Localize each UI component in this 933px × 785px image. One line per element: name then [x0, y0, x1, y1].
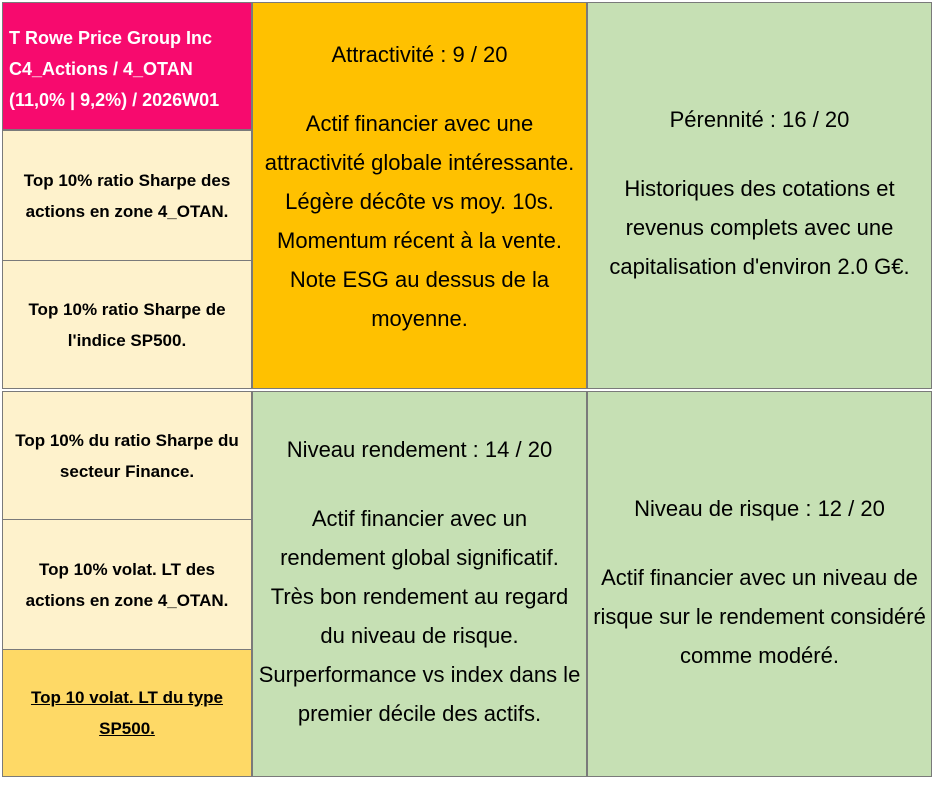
criterion-volat-zone — [2, 519, 252, 650]
attractivite-panel — [252, 2, 587, 389]
perennite-score: Pérennité : 16 / 20 — [669, 107, 850, 132]
criterion-sharpe-index — [2, 260, 252, 389]
attractivite-description: Actif financier avec une attractivité globale intéressante. Légère décôte vs moy. 10s. Momentum récent à la vente. Note ESG au dessus de la moyenne. — [264, 110, 575, 331]
rendement-panel — [252, 391, 587, 777]
risque-panel — [587, 391, 932, 777]
asset-category: C4_Actions / 4_OTAN — [9, 59, 193, 79]
asset-header — [2, 2, 252, 130]
criterion-text: Top 10% volat. LT des actions en zone 4_OTAN. — [25, 559, 229, 610]
risque-score: Niveau de risque : 12 / 20 — [634, 495, 885, 521]
criterion-text: Top 10% ratio Sharpe de l'indice SP500. — [28, 299, 226, 350]
criterion-text: Top 10 volat. LT du type SP500. — [30, 688, 224, 738]
rendement-description: Actif financier avec un rendement global significatif. Très bon rendement au regard du niveau de risque. Surperformance vs index dans le premier décile des actifs. — [258, 506, 581, 726]
asset-stats: (11,0% | 9,2%) / 2026W01 — [9, 90, 220, 110]
criterion-text: Top 10% ratio Sharpe des actions en zone 4_OTAN. — [23, 170, 231, 221]
risque-description: Actif financier avec un niveau de risque sur le rendement considéré comme modéré. — [593, 564, 926, 668]
perennite-panel — [587, 2, 932, 389]
criterion-text: Top 10% du ratio Sharpe du secteur Finance. — [15, 430, 239, 481]
criterion-volat-type — [2, 649, 252, 777]
rendement-score: Niveau rendement : 14 / 20 — [286, 437, 553, 462]
perennite-description: Historiques des cotations et revenus complets avec une capitalisation d'environ 2.0 G€. — [609, 176, 910, 279]
criterion-sharpe-zone — [2, 130, 252, 261]
attractivite-score: Attractivité : 9 / 20 — [331, 41, 508, 67]
criterion-sharpe-sector — [2, 391, 252, 520]
asset-name: T Rowe Price Group Inc — [9, 28, 213, 48]
